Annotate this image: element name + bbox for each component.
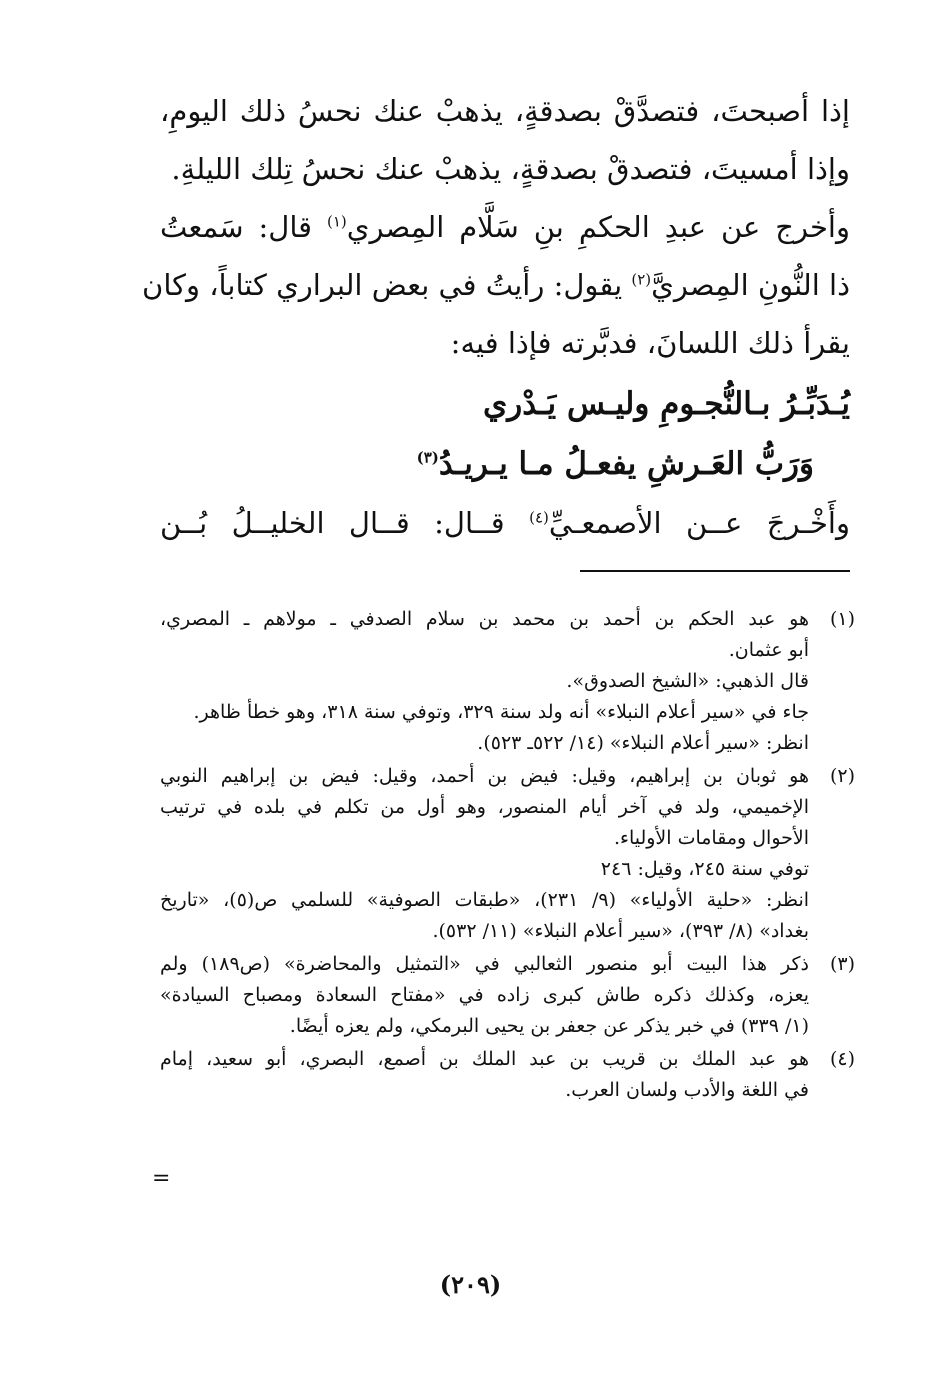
footnote-ref-2[interactable]: (٢): [631, 270, 652, 289]
footnote-number: (٤): [829, 1048, 855, 1070]
footnote-body: [160, 949, 809, 1042]
text-line-8-end: قــال: قــال الخليــلُ بُــن: [160, 506, 530, 540]
text-line-8-start: وأَخْـرجَ عــن الأصمعـيِّ: [548, 506, 850, 540]
footnote-4: [160, 1044, 855, 1106]
footnote-2: [160, 761, 855, 947]
verse-first-hemistich: يُـدَبِّـرُ بـالنُّجـومِ وليـس يَـدْري: [482, 386, 850, 422]
footnote-line: جاء في «سير أعلام النبلاء» أنه ولد سنة ٣٢٩، وتوفي سنة ٣١٨، وهو خطأ ظاهر.: [193, 701, 809, 723]
footnote-number: (٣): [829, 953, 855, 975]
footnote-1: [160, 604, 855, 759]
text-line-2: وإذا أمسيتَ، فتصدقْ بصدقةٍ، يذهبْ عنك نحسُ تِلك الليلةِ.: [171, 152, 850, 186]
text-line-3-start: وأخرج عن عبدِ الحكمِ بنِ سَلَّام المِصري: [346, 210, 850, 244]
footnote-3: [160, 949, 855, 1042]
text-line-3-end: قال: سَمعتُ: [160, 210, 327, 244]
footnote-ref-3[interactable]: (٣): [416, 448, 439, 467]
footnote-separator: [580, 570, 850, 572]
footnote-line: قال الذهبي: «الشيخ الصدوق».: [566, 670, 809, 692]
main-text: [142, 82, 850, 552]
footnote-line: هو عبد الملك بن قريب بن عبد الملك بن أصمع، البصري، أبو سعيد، إمام: [160, 1048, 809, 1070]
text-line-8: [160, 494, 850, 552]
footnote-body: [160, 604, 809, 759]
footnote-line: يعزه، وكذلك ذكره طاش كبرى زاده في «مفتاح السعادة ومصباح السيادة»: [160, 984, 809, 1006]
footnote-ref-1[interactable]: (١): [326, 212, 347, 231]
verse-second-hemistich: [160, 434, 850, 494]
footnote-number: (٢): [829, 765, 855, 787]
footnote-ref-4[interactable]: (٤): [529, 508, 549, 527]
footnote-line: في اللغة والأدب ولسان العرب.: [565, 1079, 809, 1101]
footnote-body: [160, 1044, 809, 1106]
footnote-line: انظر: «حلية الأولياء» (٩/ ٢٣١)، «طبقات الصوفية» للسلمي ص(٥)، «تاريخ: [160, 889, 810, 911]
footnotes: [160, 604, 855, 1108]
footnote-line: ذكر هذا البيت أبو منصور الثعالبي في «التمثيل والمحاضرة» (ص١٨٩) ولم: [160, 953, 810, 975]
footnote-number: (١): [829, 608, 855, 630]
text-line-4: [142, 256, 850, 314]
footnote-line: توفي سنة ٢٤٥، وقيل: ٢٤٦: [600, 858, 809, 880]
footnote-line: انظر: «سير أعلام النبلاء» (١٤/ ٥٢٢ـ ٥٢٣).: [477, 732, 809, 754]
footnote-line: هو ثوبان بن إبراهيم، وقيل: فيض بن أحمد، وقيل: فيض بن إبراهيم النوبي: [160, 765, 809, 787]
footnote-line: بغداد» (٨/ ٣٩٣)، «سير أعلام النبلاء» (١١/ ٥٣٢).: [432, 920, 809, 942]
text-line-3: [160, 198, 850, 256]
text-line-5: يقرأ ذلك اللسانَ، فدبَّرته فإذا فيه:: [450, 326, 850, 360]
text-line-4-end: يقول: رأيتُ في بعض البراري كتاباً، وكان: [142, 268, 632, 302]
footnote-line: (١/ ٣٣٩) في خبر يذكر عن جعفر بن يحيى البرمكي، ولم يعزه أيضًا.: [289, 1015, 809, 1037]
verse-second-text: وَرَبُّ العَـرشِ يفعـلُ مـا يـريـدُ: [438, 446, 814, 482]
page-number: (٢٠٩): [439, 1270, 502, 1299]
text-line-1: إذا أصبحتَ، فتصدَّقْ بصدقةٍ، يذهبْ عنك نحسُ ذلك اليومِ،: [160, 94, 850, 128]
continuation-mark: =: [152, 1166, 171, 1191]
footnote-line: الإخميمي، ولد في آخر أيام المنصور، وهو أول من تكلم في بلده في ترتيب: [160, 796, 809, 818]
footnote-line: أبو عثمان.: [728, 639, 809, 661]
text-line-4-start: ذا النُّونِ المِصريَّ: [651, 268, 850, 302]
footnote-line: الأحوال ومقامات الأولياء.: [613, 827, 809, 849]
footnote-body: [160, 761, 809, 947]
footnote-line: هو عبد الحكم بن أحمد بن محمد بن سلام الصدفي ـ مولاهم ـ المصري،: [160, 608, 809, 630]
